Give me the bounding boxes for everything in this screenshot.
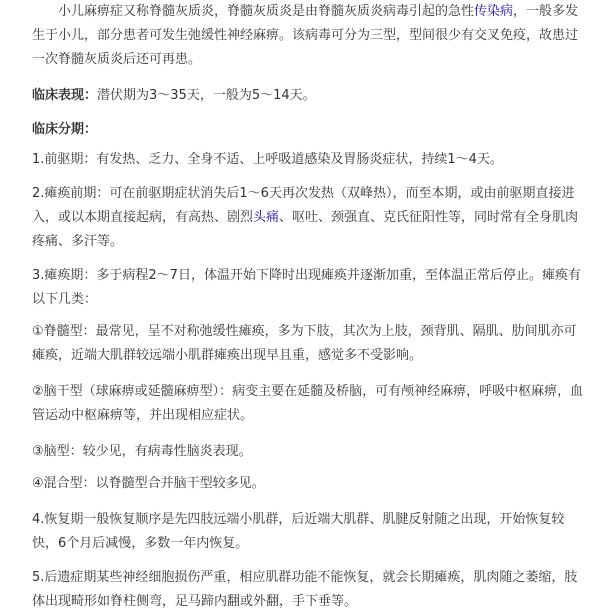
stage-sequelae: 5.后遗症期某些神经细胞损伤严重，相应肌群功能不能恢复，就会长期瘫痪，肌肉随之萎缩，肢体出现畸形如脊柱侧弯，足马蹄内翻或外翻，手下垂等。 (32, 570, 578, 609)
paralysis-type-mixed: ④混合型：以脊髓型合并脑干型较多见。 (32, 476, 265, 491)
headache-link[interactable]: 头痛 (253, 210, 280, 225)
stage-prodromal: 1.前驱期：有发热、乏力、全身不适、上呼吸道感染及胃肠炎症状，持续1～4天。 (32, 152, 503, 167)
intro-text-after: ，一般多发生于小儿，部分患者可发生弛缓性神经麻痹。该病毒可分为三型，型间很少有交叉免疫，故患过一次脊髓灰质炎后还可再患。 (32, 4, 579, 67)
clinical-manifestation-paragraph (32, 84, 584, 108)
paralysis-type-spinal: ①脊髓型：最常见，呈不对称弛缓性瘫痪，多为下肢，其次为上肢，颈背肌、隔肌、肋间肌亦可瘫痪，近端大肌群较远端小肌群瘫痪出现早且重，感觉多不受影响。 (32, 324, 577, 363)
clinical-manifestation-text: 潜伏期为3～35天，一般为5～14天。 (97, 88, 316, 103)
stage-paralytic: 3.瘫痪期：多于病程2～7日，体温开始下降时出现瘫痪并逐渐加重，至体温正常后停止。瘫痪有以下几类： (32, 268, 581, 307)
infectious-disease-link[interactable]: 传染病 (474, 4, 514, 19)
clinical-manifestation-label: 临床表现： (32, 88, 98, 103)
intro-text-before: 小儿麻痹症又称脊髓灰质炎，脊髓灰质炎是由脊髓灰质炎病毒引起的急性 (58, 4, 475, 19)
clinical-staging-label: 临床分期： (32, 122, 98, 137)
stage-preparalytic-text-after: 、呕吐、颈强直、克氏征阳性等，同时常有全身肌肉疼痛、多汗等。 (32, 210, 579, 249)
stage-preparalytic (32, 182, 584, 254)
clinical-staging-heading (32, 118, 584, 142)
paralysis-type-cerebral: ③脑型：较少见，有病毒性脑炎表现。 (32, 444, 252, 459)
stage-recovery: 4.恢复期一般恢复顺序是先四肢远端小肌群，后近端大肌群、肌腱反射随之出现，开始恢复较快，6个月后减慢，多数一年内恢复。 (32, 512, 565, 551)
intro-paragraph (32, 0, 584, 72)
paralysis-type-bulbar: ②脑干型（球麻痹或延髓麻痹型）：病变主要在延髓及桥脑，可有颅神经麻痹，呼吸中枢麻痹，血管运动中枢麻痹等，并出现相应症状。 (32, 384, 584, 423)
stage-preparalytic-text-before: 2.瘫痪前期：可在前驱期症状消失后1～6天再次发热（双峰热），而至本期，或由前驱期直接进入，或以本期直接起病，有高热、剧烈 (32, 186, 575, 225)
